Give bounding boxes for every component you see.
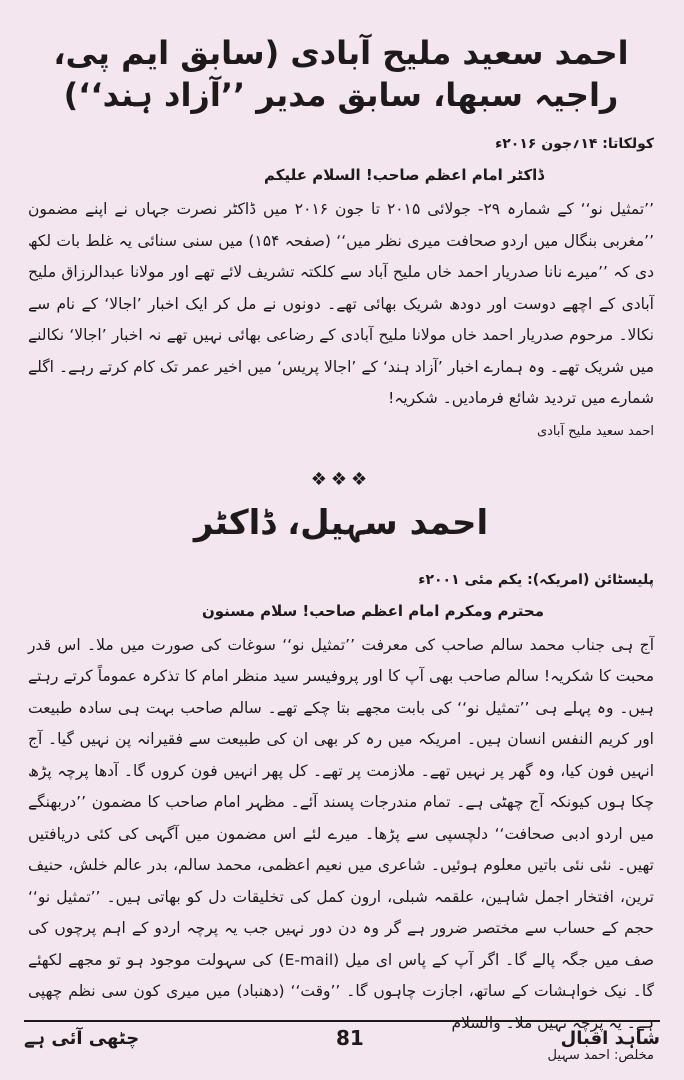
letter-2-dateline: پلیسٹائن (امریکہ): یکم مئی ۲۰۰۱ء — [418, 571, 654, 588]
section-divider: ❖❖❖ — [310, 468, 372, 490]
letter-2-body: آج ہی جناب محمد سالم صاحب کی معرفت ’’تمثیل نو‘‘ سوغات کی صورت میں ملا۔ اس قدر محبت کا شکریہ! سالم صاحب بھی آپ کا اور پروفیسر سید منظر امام کا تذکرہ عموماً کرتے رہتے ہیں۔ وہ پہلے ہی ’’تمثیل نو‘‘ کی بابت مجھے بتا چکے تھے۔ سالم صاحب بہت ہی سادہ طبیعت اور کریم النفس انسان ہیں۔ امریکہ میں رہ کر بھی ان کی طبیعت سے فقیرانہ پن نہیں گیا۔ آج انہیں فون کیا، وہ گھر پر نہیں تھے۔ ملازمت پر تھے۔ کل پھر انہیں فون کروں گا۔ آدھا پرچہ پڑھ چکا ہوں کیونکہ آج چھٹی ہے۔ تمام مندرجات پسند آئے۔ مظہر امام صاحب کا مضمون ’’دربھنگے میں اردو ادبی صحافت‘‘ دلچسپی سے پڑھا۔ میرے لئے اس مضمون میں آگہی کی کئی دریافتیں تھیں۔ نئی نئی باتیں معلوم ہوئیں۔ شاعری میں نعیم اعظمی، محمد سالم، بدر عالم خلش، حنیف ترین، افتخار اجمل شاہین، علقمہ شبلی، ارون کمل کی تخلیقات دل کو بھاتی ہیں۔ ’’تمثیل نو‘‘ حجم کے حساب سے مختصر ضرور ہے گر وہ دن دور نہیں جب یہ پرچہ اردو کے اہم پرچوں کی صف میں جگہ پالے گا۔ اگر آپ کے پاس ای میل (E-mail) کی سہولت موجود ہو تو مجھے لکھئے گا۔ نیک خواہشات کے ساتھ، اجازت چاہوں گا۔ ’’وقت‘‘ (دھنباد) میں میری کون سی نظم چھپی ہے۔ یہ پرچہ نہیں ملا۔ والسلام — [28, 635, 654, 1032]
letter-1-body: ’’تمثیل نو‘‘ کے شمارہ ۲۹- جولائی ۲۰۱۵ تا جون ۲۰۱۶ میں ڈاکٹر نصرت جہاں نے اپنے مضمون ’’مغربی بنگال میں اردو صحافت میری نظر میں‘‘ (صفحہ ۱۵۴) میں سنی سنائی یہ غلط بات لکھ دی کہ ’’میرے نانا صدریار احمد خاں ملیح آباد سے کلکتہ تشریف لائے تھے اور مولانا عبدالرزاق ملیح آبادی کے اچھے دوست اور دودھ شریک بھائی تھے۔ دونوں نے مل کر ایک اخبار ’اجالا‘ کے نام سے نکالا۔ مرحوم صدریار احمد خاں مولانا ملیح آبادی کے رضاعی بھائی نہیں تھے نہ اخبار ’اجالا‘ نکالنے میں شریک تھے۔ وہ ہمارے اخبار ’آزاد ہند‘ کے ’اجالا پریس‘ میں اخیر عمر تک کام کرتے رہے۔ اگلے شمارے میں تردید شائع فرمادیں۔ شکریہ! — [28, 200, 655, 407]
letter-1-heading: احمد سعید ملیح آبادی (سابق ایم پی، راجیہ سبھا، سابق مدیر ’’آزاد ہند‘‘) — [53, 34, 629, 114]
letter-1-signature: احمد سعید ملیح آبادی — [536, 423, 654, 439]
letter-2-heading: احمد سہیل، ڈاکٹر — [193, 502, 489, 543]
letter-2-salutation: محترم ومکرم امام اعظم صاحب! سلام مسنون — [201, 601, 544, 620]
page-footer — [24, 1020, 660, 1050]
letter-2 — [28, 502, 654, 1068]
footer-section-title: چٹھی آئی ہے — [24, 1027, 140, 1049]
page-number: 81 — [335, 1026, 364, 1050]
footer-author: شاہد اقبال — [560, 1027, 660, 1049]
letter-1 — [28, 32, 654, 443]
letter-1-dateline: کولکاتا: ۱۴؍جون ۲۰۱۶ء — [495, 136, 654, 152]
letter-1-salutation: ڈاکٹر امام اعظم صاحب! السلام علیکم — [264, 166, 544, 184]
letter-2-signature: مخلص: احمد سہیل — [547, 1048, 654, 1063]
